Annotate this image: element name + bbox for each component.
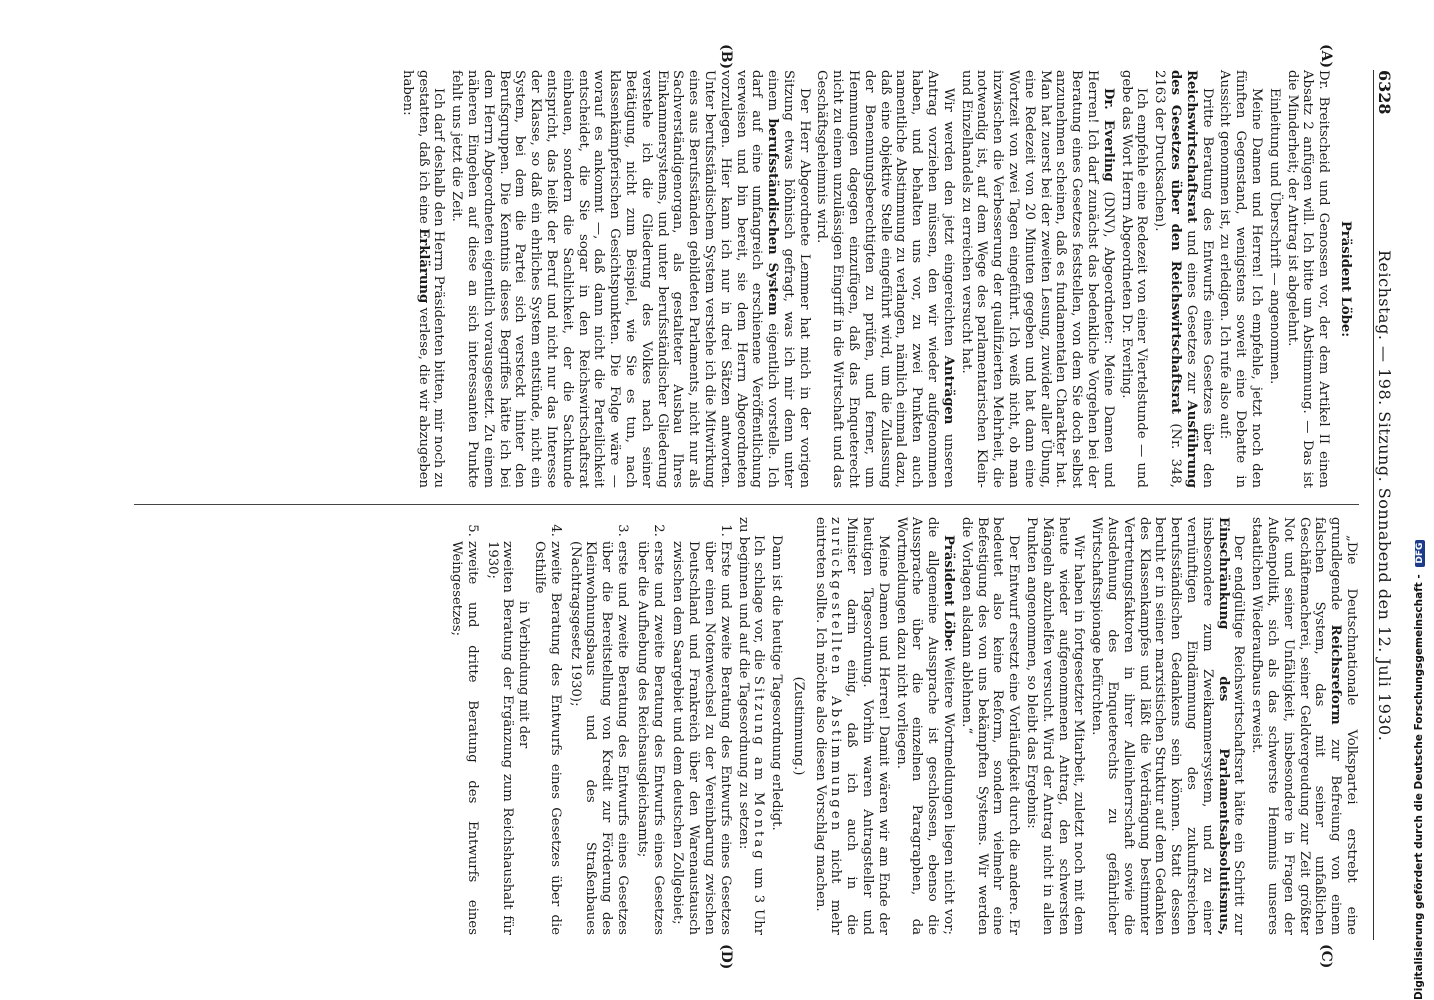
text: Meine Damen und Herren! Damit wären wir am Ende der heutigen Tagesordnung. Vorhin waren Antragsteller und Minister darin einig, daß ich auch in die bbox=[844, 517, 891, 935]
paragraph bbox=[399, 70, 446, 488]
footer-text: Digitalisierung gefördert durch die Deutsche Forschungsgemeinschaft - bbox=[1413, 574, 1425, 1000]
bold-term: Ausführung des Gesetzes über den Reichswirtschaftsrat bbox=[1168, 70, 1199, 488]
quote-paragraph bbox=[1248, 517, 1359, 935]
text: „Die Deutschnationale Volkspartei erstrebt eine grundlegende bbox=[1328, 517, 1359, 935]
quote-paragraph bbox=[1088, 517, 1246, 935]
running-title: Reichstag. — 198. Sitzung. Sonnabend den 12. Juli 1930. bbox=[1375, 250, 1394, 742]
quote-paragraph: Wir haben in fortgesetzter Mitarbeit, zuletzt noch mit dem heute wieder aufgenommenen Antrag, den schwersten Mängeln abzuhelfen versucht. Wird der Antrag nicht in allen Punkten angenommen, so bleibt das Ergebnis: bbox=[1024, 517, 1087, 935]
paragraph: Dann ist die heutige Tagesordnung erledigt. bbox=[769, 535, 785, 831]
bold-term: Reichswirtschaftsrat bbox=[1183, 70, 1199, 224]
left-column bbox=[397, 70, 1359, 488]
paragraph: Ich empfehle eine Redezeit von einer Viertelstunde — und gebe das Wort Herrn Abgeordneten Dr. Everling. bbox=[1118, 70, 1150, 488]
agenda-list-item: 3. erste und zweite Beratung des Entwurfs eines Gesetzes über die Bereitstellung von Kredit zur Förderung des Kleinwohnungsbaus und des Straßenbaues (Nachtragsgesetz 1930); bbox=[567, 541, 630, 935]
margin-mark-a: (A) bbox=[1318, 44, 1334, 69]
agenda-list-item: 5. zweite und dritte Beratung des Entwurfs eines Weingesetzes; bbox=[448, 541, 480, 935]
speaker-name: Dr. Everling bbox=[1100, 88, 1116, 182]
dfg-logo: DFG bbox=[1415, 540, 1425, 567]
bold-term: Reichsreform bbox=[1328, 624, 1344, 725]
spaced-term: Sitzung am Montag bbox=[751, 675, 767, 862]
applause-note: (Zustimmung.) bbox=[790, 676, 806, 776]
agenda-item bbox=[1151, 70, 1214, 488]
agenda-list-item: 2. erste und zweite Beratung des Entwurfs eines Gesetzes über die Aufhebung des Reichsausgleichsamts; bbox=[634, 541, 666, 935]
text: zur Befreiung von einem falschen System, das mit seiner unfaßlichen Geschäftemacherei, seiner Geldvergeudung zur Zeit größter Not und seiner Unfähigkeit, insbesondere in Fragen der Außenpolitik, sich als das schwerste Hemmnis unseres staatlichen Wiederaufbaus erweist. bbox=[1249, 517, 1344, 935]
quote-paragraph: Der Entwurf ersetzt eine Vorläufigkeit durch die andere. Er bedeutet also keine Reform, sondern vielmehr eine Befestigung des von uns bekämpften Systems. Wir werden die Vorlagen alsdann ablehnen.“ bbox=[958, 517, 1022, 935]
agenda-list-item bbox=[484, 541, 563, 935]
column-divider bbox=[134, 504, 1359, 505]
paragraph bbox=[735, 517, 767, 935]
agenda-list-item: 1. Erste und zweite Beratung des Entwurfs eines Gesetzes über einen Notenwechsel zu der Vereinbarung zwischen Deutschland und Frankreich über den Warenaustausch zwischen dem Saargebiet und dem deutschen Zollgebiet; bbox=[670, 541, 733, 935]
margin-mark-b: (B) bbox=[718, 44, 734, 70]
text: insbesondere zum Zweikammersystem, und zu einer vernünftigen Eindämmung des zukunftsreichen berufsständischen Gedankens sein können. Statt dessen beruht er in seiner marxistischen Struktur auf dem Gedanken des Klassenkampfes und läßt die Verdrängung bestimmter Vertretungsfaktoren in ihrer Alleinherrschaft sowie die Ausdehnung des Enqueterechts zu gefährlicher Wirtschaftsspionage befürchten. bbox=[1089, 517, 1215, 935]
text: (DNV), Abgeordneter: Meine Damen und Herren! Ich darf zunächst das bedenkliche Vorgehen bei der Beratung eines Gesetzes feststellen, von dem Sie doch selbst anzunehmen scheinen, daß es fundamentalen Charakter hat. Man hat zuerst bei der zweiten Lesung, zuwider aller Übung, eine Redezeit von 20 Minuten gegeben und hat dann eine Wortzeit von zwei Tagen eingeführt. Ich weiß nicht, ob man inzwischen die Verbesserung der qualifizierten Mehrheit, die notwendig ist, auf dem Wege des parlamentarischen Klein- und Einzelhandels zu erreichen versucht hat. bbox=[958, 70, 1116, 488]
right-column bbox=[444, 517, 1359, 935]
text: nicht mehr eintreten sollte. Ich möchte also diesen Vorschlag machen. bbox=[812, 517, 844, 935]
text: in Verbindung mit der bbox=[516, 601, 532, 749]
text: Wir werden den jetzt eingereichten bbox=[940, 88, 956, 347]
text: Ich schlage vor, die bbox=[751, 535, 767, 670]
text: Der Herr Abgeordnete Lemmer hat mich in der vorigen Sitzung etwas höhnisch gefragt, was ich mir denn unter einem bbox=[765, 70, 812, 488]
text: Ich darf deshalb den Herrn Präsidenten bitten, mir noch zu gestatten, daß ich eine bbox=[415, 70, 447, 488]
text: unseren Antrag vorziehen müssen, den wir wieder aufgenommen haben, und behalten uns vor, zu zwei Punkten auch namentliche Abstimmung zu verlangen, nämlich einmal dazu, daß eine objektive Stelle eingeführt wird, um die Zulassung der Benennungsberechtigten zu prüfen, und ferner, um Hemmungen dagegen einzufügen, daß das Enqueterecht nicht zu einem unzulässigen Eingriff in die Wirtschaft und das Geschäftsgeheimnis wird. bbox=[814, 70, 956, 488]
speech-paragraph bbox=[958, 70, 1116, 488]
bold-term: Anträgen bbox=[940, 355, 956, 425]
text: zweite Beratung des Entwurfs eines Gesetzes über die Osthilfe bbox=[531, 541, 563, 935]
text: verlese, die wir abzugeben haben: bbox=[399, 70, 431, 488]
text: Der endgültige Reichswirtschaftsrat hätte ein Schritt zur bbox=[1231, 535, 1247, 935]
paragraph bbox=[812, 517, 891, 935]
margin-mark-c: (C) bbox=[1318, 944, 1334, 969]
bold-term: Erklärung bbox=[415, 228, 431, 304]
text: und eines Gesetzes zur bbox=[1183, 230, 1199, 394]
speaker-heading: Präsident Löbe: bbox=[1338, 220, 1353, 338]
margin-mark-d: (D) bbox=[718, 944, 734, 970]
text: Dritte Beratung des Entwurfs eines Gesetzes über den bbox=[1199, 88, 1215, 488]
page-number: 6328 bbox=[1375, 70, 1394, 115]
paragraph: Einleitung und Überschrift — angenommen. bbox=[1266, 88, 1282, 385]
paragraph bbox=[448, 70, 811, 488]
text: Weitere Wortmeldungen liegen nicht vor; die allgemeine Aussprache ist geschlossen, ebenso die Aussprache über die einzelnen Paragraphen, da Wortmeldungen dazu nicht vorliegen. bbox=[893, 517, 957, 935]
paragraph: Dr. Breitscheid und Genossen vor, der dem Artikel II einen Absatz 2 anfügen will. Ich bitte um Abstimmung. — Das ist die Minderheit; der Antrag ist abgelehnt. bbox=[1284, 70, 1332, 488]
speech-paragraph bbox=[893, 517, 956, 935]
bold-term: Einschränkung des Parlamentsabsolutismus, bbox=[1215, 517, 1231, 935]
text: eigentlich vorstelle. Ich darf auf eine umfangreich erschienene Veröffentlichung verweisen und bin bereit, sie dem Herrn Abgeordneten vorzulegen. Hier kann ich nur in drei Sätzen antworten. Unter berufsständischem System verstehe ich die Mitwirkung eines aus Berufsständen gebildeten Parlaments, nicht nur als Sachverständigenorgan, als gestalteter Ausbau Ihres Einkammersystems, und unter berufsständischer Gliederung verstehe ich die Gliederung des Volkes nach seiner Betätigung, nicht zum Beispiel, wie Sie es tun, nach klassenkämpferischen Gesichtspunkten. Die Folge wäre — worauf es ankommt —, daß dann nicht die Parteilichkeit entscheidet, die Sie sogar in den Reichswirtschaftsrat einbauen, sondern die Sachlichkeit, der die Sachkunde entspricht, das heißt der Beruf und nicht nur das Interesse der Klasse, so daß ein ehrliches System entstünde, nicht ein System, bei dem die Partei sich versteckt hinter den Berufsgruppen. Die Kenntnis dieses Begriffes hätte ich bei dem Herrn Abgeordneten eigentlich vorausgesetzt. Zu einem näheren Eingehen auf diese an sich interessanten Punkte fehlt uns jetzt die Zeit. bbox=[449, 70, 781, 488]
text: (Nr. 348, 2163 der Drucksachen). bbox=[1152, 70, 1184, 488]
paragraph bbox=[814, 70, 956, 488]
text: zweiten Beratung der Ergänzung zum Reichshaushalt für 1930; bbox=[484, 541, 516, 935]
header-rule bbox=[1373, 70, 1374, 940]
bold-term: berufsständischen System bbox=[765, 118, 781, 316]
speaker-name: Präsident Löbe: bbox=[941, 535, 957, 652]
text: um 3 Uhr zu beginnen und auf die Tagesordnung zu setzen: bbox=[735, 517, 767, 936]
paragraph: Meine Damen und Herren! Ich empfehle, jetzt noch den fünften Gegenstand, wenigstens soweit eine Debatte in Aussicht genommen ist, zu erledigen. Ich rufe also auf: bbox=[1217, 70, 1265, 488]
agenda-list bbox=[448, 517, 733, 935]
digitization-footer bbox=[1413, 0, 1431, 1000]
spaced-term: zurückgestellten Abstimmungen bbox=[828, 517, 844, 834]
